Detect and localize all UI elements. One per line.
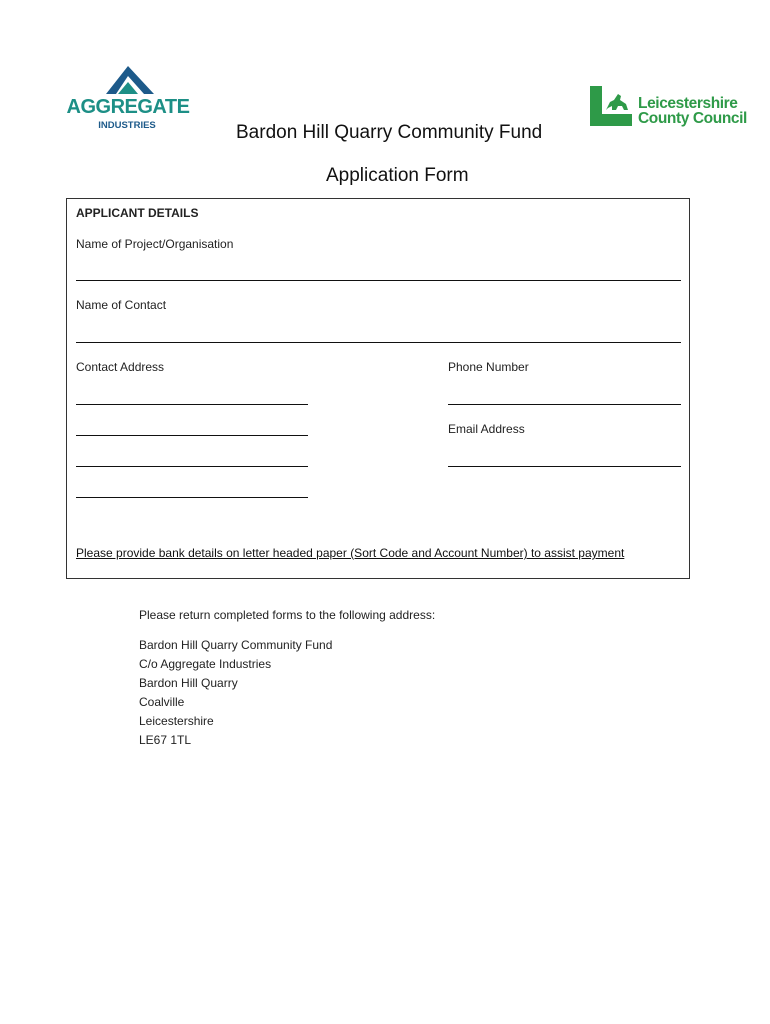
address-line: C/o Aggregate Industries xyxy=(139,657,272,671)
council-name-line1: Leicestershire xyxy=(638,95,738,112)
return-instructions: Please return completed forms to the following address: xyxy=(139,608,436,622)
address-line-2-field[interactable] xyxy=(76,435,308,436)
aggregate-logo-word: AGGREGATE xyxy=(66,96,190,118)
return-address xyxy=(139,636,332,750)
address-line: Bardon Hill Quarry xyxy=(139,676,238,690)
fox-emblem-icon xyxy=(588,84,634,128)
contact-name-label: Name of Contact xyxy=(76,298,167,312)
email-address-field[interactable] xyxy=(448,466,681,467)
project-name-field[interactable] xyxy=(76,280,681,281)
fund-title: Bardon Hill Quarry Community Fund xyxy=(236,122,543,143)
address-line-3-field[interactable] xyxy=(76,466,308,467)
aggregate-logo-subword: INDUSTRIES xyxy=(98,120,156,131)
address-line: Coalville xyxy=(139,695,185,709)
phone-number-label: Phone Number xyxy=(448,360,529,374)
phone-number-field[interactable] xyxy=(448,404,681,405)
council-name-line2: County Council xyxy=(638,110,747,127)
email-address-label: Email Address xyxy=(448,422,525,436)
form-title: Application Form xyxy=(326,165,469,186)
aggregate-industries-logo xyxy=(66,64,192,136)
address-line: Bardon Hill Quarry Community Fund xyxy=(139,638,333,652)
council-name xyxy=(638,96,747,126)
address-line-4-field[interactable] xyxy=(76,497,308,498)
address-line: LE67 1TL xyxy=(139,733,192,747)
contact-address-label: Contact Address xyxy=(76,360,165,374)
leicestershire-county-council-logo xyxy=(588,84,748,130)
contact-name-field[interactable] xyxy=(76,342,681,343)
address-line: Leicestershire xyxy=(139,714,214,728)
project-name-label: Name of Project/Organisation xyxy=(76,237,234,251)
aggregate-logo-mark-icon xyxy=(66,64,192,98)
bank-details-note: Please provide bank details on letter headed paper (Sort Code and Account Number) to assist payment xyxy=(76,546,625,560)
applicant-details-box xyxy=(66,198,690,579)
address-line-1-field[interactable] xyxy=(76,404,308,405)
section-heading: APPLICANT DETAILS xyxy=(76,206,199,220)
